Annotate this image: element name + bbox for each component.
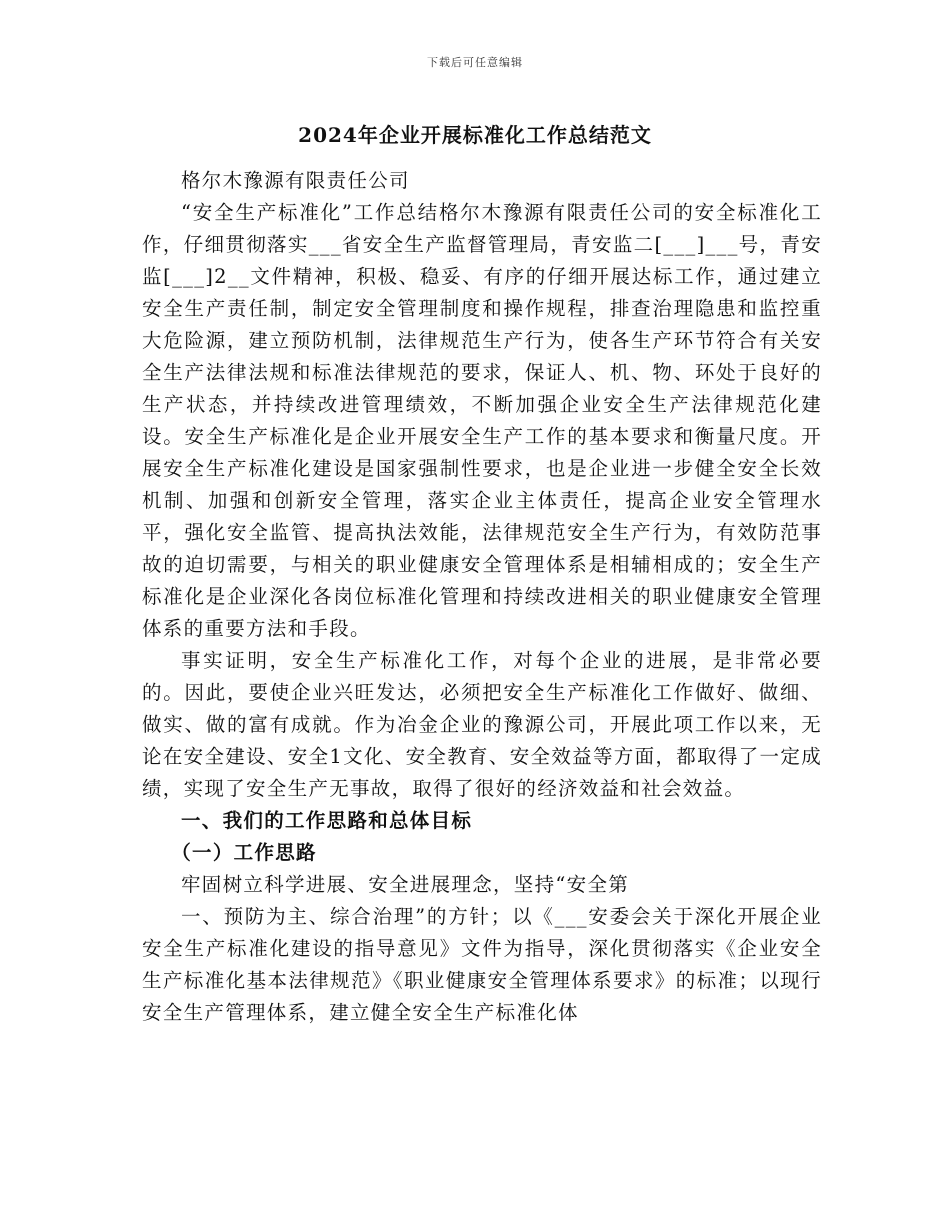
- paragraph-facts: 事实证明，安全生产标准化工作，对每个企业的进展，是非常必要的。因此，要使企业兴旺发达，必须把安全生产标准化工作做好、做细、做实、做的富有成就。作为冶金企业的豫源公司，开展此项工作以来，无论在安全建设、安全1文化、安全教育、安全效益等方面，都取得了一定成绩，实现了安全生产无事故，取得了很好的经济效益和社会效益。: [142, 649, 822, 800]
- paragraph-intro: “安全生产标准化”工作总结格尔木豫源有限责任公司的安全标准化工作，仔细贯彻落实___省安全生产监督管理局，青安监二[___]___号，青安监[___]2__文件精神，积极、稳妥、有序的仔细开展达标工作，通过建立安全生产责任制，制定安全管理制度和操作规程，排查治理隐患和监控重大危险源，建立预防机制，法律规范生产行为，使各生产环节符合有关安全生产法律法规和标准法律规范的要求，保证人、机、物、环处于良好的生产状态，并持续改进管理绩效，不断加强企业安全生产法律规范化建设。安全生产标准化是企业开展安全生产工作的基本要求和衡量尺度。开展安全生产标准化建设是国家强制性要求，也是企业进一步健全安全长效机制、加强和创新安全管理，落实企业主体责任，提高企业安全管理水平，强化安全监管、提高执法效能，法律规范安全生产行为，有效防范事故的迫切需要，与相关的职业健康安全管理体系是相辅相成的；安全生产标准化是企业深化各岗位标准化管理和持续改进相关的职业健康安全管理体系的重要方法和手段。: [142, 201, 822, 640]
- document-body: [142, 165, 822, 1029]
- paragraph-approach: 一、预防为主、综合治理”的方针；以《___安委会关于深化开展企业安全生产标准化建设的指导意见》文件为指导，深化贯彻落实《企业安全生产标准化基本法律规范》《职业健康安全管理体系要求》的标准；以现行安全生产管理体系，建立健全安全生产标准化体: [142, 905, 822, 1024]
- paragraph-approach-line: 牢固树立科学进展、安全进展理念，坚持“安全第: [181, 873, 630, 896]
- subsection-heading: （一）工作思路: [171, 841, 317, 864]
- header-note: 下载后可任意编辑: [427, 56, 523, 69]
- section-heading: 一、我们的工作思路和总体目标: [181, 809, 473, 832]
- document-title: 2024年企业开展标准化工作总结范文: [298, 123, 652, 147]
- company-name: 格尔木豫源有限责任公司: [181, 169, 410, 192]
